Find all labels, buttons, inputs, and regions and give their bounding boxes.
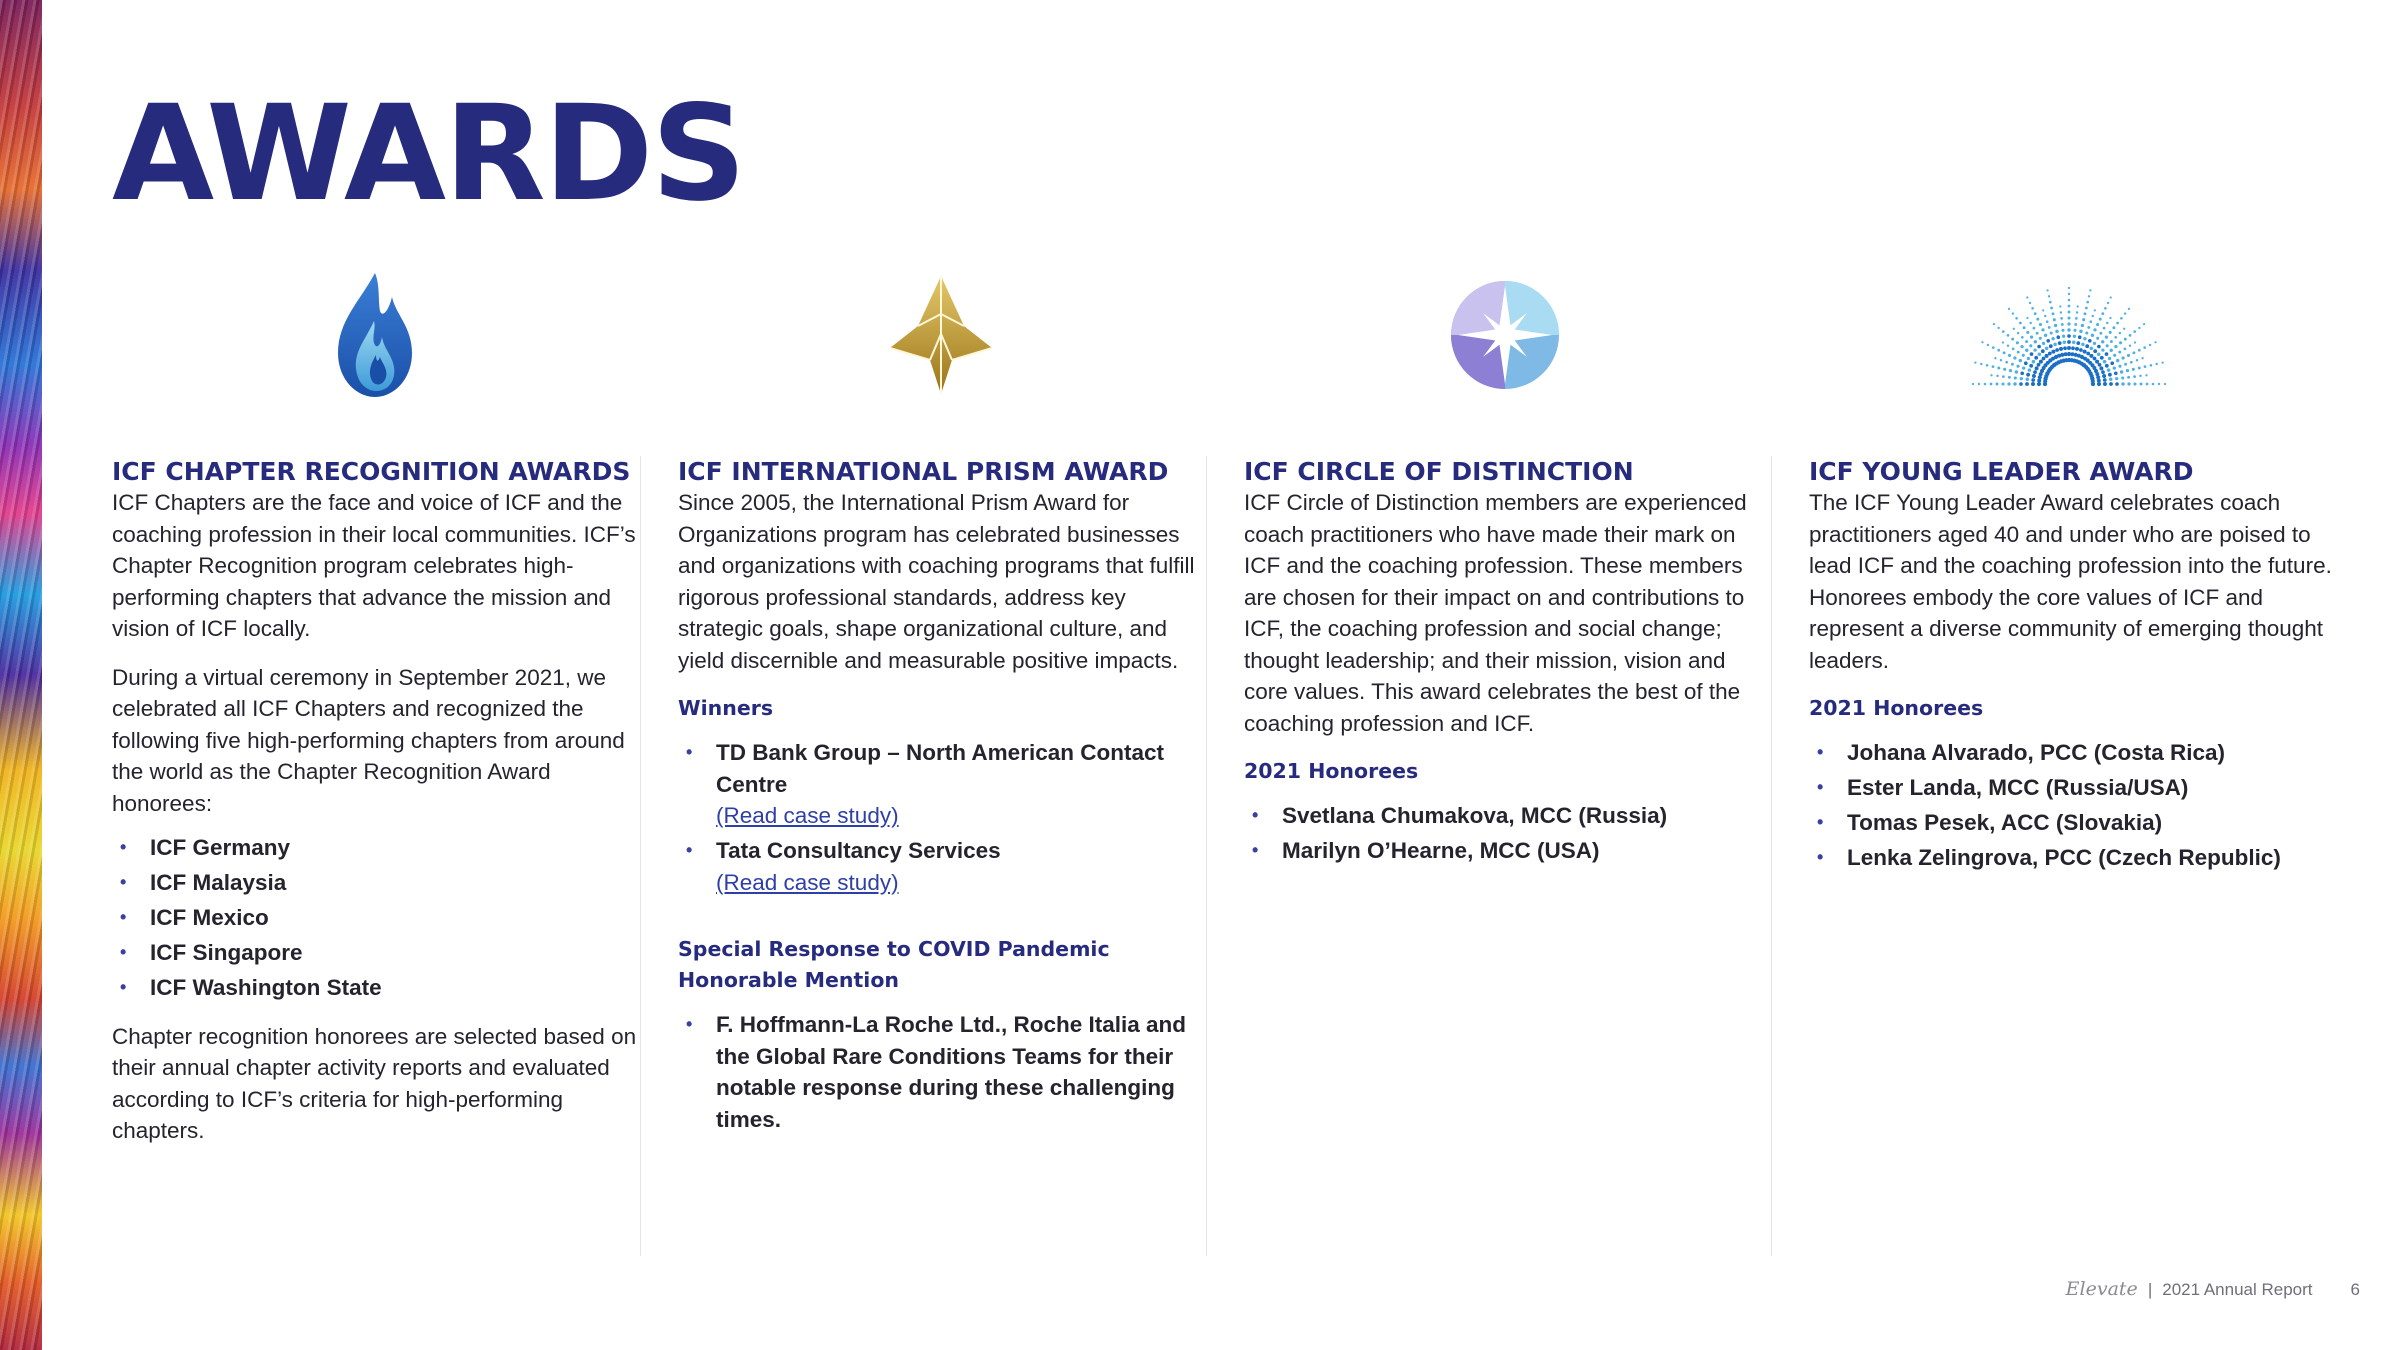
honorees-list [1244, 800, 1774, 867]
winners-heading: Winners [678, 696, 774, 720]
list-item: • Marilyn O’Hearne, MCC (USA) [1244, 835, 1774, 867]
winner-name: TD Bank Group – North American Contact Centre [716, 740, 1164, 797]
chapter-recognition-column [112, 456, 642, 1256]
list-item: • ICF Singapore [112, 937, 642, 969]
special-mention-heading: Special Response to COVID Pandemic Honorable Mention [678, 937, 1110, 992]
list-item [678, 835, 1208, 898]
sunburst-icon [1806, 270, 2332, 400]
column-title: ICF INTERNATIONAL PRISM AWARD [678, 457, 1169, 486]
body-paragraph: Chapter recognition honorees are selected based on their annual chapter activity reports and evaluated according to ICF’s criteria for high-performing chapters. [112, 1023, 637, 1143]
honorees-heading: 2021 Honorees [1244, 759, 1419, 783]
body-paragraph: ICF Chapters are the face and voice of ICF and the coaching profession in their local communities. ICF’s Chapter Recognition program celebrates high-performing chapters that advance the mission and vision of ICF locally. [112, 490, 636, 641]
list-item: • ICF Washington State [112, 972, 642, 1004]
list-item: • Lenka Zelingrova, PCC (Czech Republic) [1809, 842, 2339, 874]
body-paragraph: Since 2005, the International Prism Award for Organizations program has celebrated businesses and organizations with coaching programs that fulfill rigorous professional standards, address key strategic goals, shape organizational culture, and yield discernible and measurable positive impacts. [678, 490, 1195, 673]
circle-of-distinction-column [1244, 456, 1774, 1256]
honorees-heading: 2021 Honorees [1809, 696, 1984, 720]
footer-separator: | [2147, 1280, 2153, 1299]
page-title: AWARDS [112, 77, 745, 231]
winner-name: Tata Consultancy Services [716, 838, 1001, 863]
list-item: • Johana Alvarado, PCC (Costa Rica) [1809, 737, 2339, 769]
young-leader-column [1809, 456, 2339, 1256]
list-item: • F. Hoffmann-La Roche Ltd., Roche Italia and the Global Rare Conditions Teams for their notable response during these challenging times. [678, 1009, 1208, 1135]
column-title: ICF CIRCLE OF DISTINCTION [1244, 457, 1634, 486]
list-item: • Ester Landa, MCC (Russia/USA) [1809, 772, 2339, 804]
special-mention-list [678, 1009, 1208, 1135]
flame-icon [112, 270, 638, 400]
body-paragraph: During a virtual ceremony in September 2021, we celebrated all ICF Chapters and recognized the following five high-performing chapters from around the world as the Chapter Recognition Award honorees: [112, 664, 625, 816]
prism-icon [678, 270, 1204, 400]
column-title: ICF YOUNG LEADER AWARD [1809, 457, 2194, 486]
decorative-paint-stripe [0, 0, 42, 1350]
read-case-study-link[interactable]: (Read case study) [716, 869, 899, 895]
list-item: • ICF Germany [112, 832, 642, 864]
list-item [678, 737, 1208, 832]
footer-report-name: 2021 Annual Report [2162, 1280, 2313, 1299]
list-item: • ICF Malaysia [112, 867, 642, 899]
page-number: 6 [2350, 1280, 2360, 1299]
chapter-list [112, 832, 642, 1004]
awards-columns [112, 456, 2332, 1256]
compass-star-icon [1242, 270, 1768, 400]
body-paragraph: ICF Circle of Distinction members are experienced coach practitioners who have made their mark on ICF and the coaching profession. These members are chosen for their impact on and contributions to ICF, the coaching profession and social change; thought leadership; and their mission, vision and core values. This award celebrates the best of the coaching profession and ICF. [1244, 490, 1747, 736]
award-icons-row [112, 270, 2352, 400]
list-item: • Svetlana Chumakova, MCC (Russia) [1244, 800, 1774, 832]
column-title: ICF CHAPTER RECOGNITION AWARDS [112, 457, 631, 486]
prism-award-column [678, 456, 1208, 1256]
page-footer [2066, 1278, 2360, 1300]
footer-brand: Elevate [2065, 1278, 2138, 1300]
winners-list [678, 737, 1208, 898]
honorees-list [1809, 737, 2339, 874]
body-paragraph: The ICF Young Leader Award celebrates coach practitioners aged 40 and under who are poised to lead ICF and the coaching profession into the future. Honorees embody the core values of ICF and represent a diverse community of emerging thought leaders. [1809, 490, 2332, 673]
list-item: • ICF Mexico [112, 902, 642, 934]
list-item: • Tomas Pesek, ACC (Slovakia) [1809, 807, 2339, 839]
read-case-study-link[interactable]: (Read case study) [716, 803, 899, 828]
